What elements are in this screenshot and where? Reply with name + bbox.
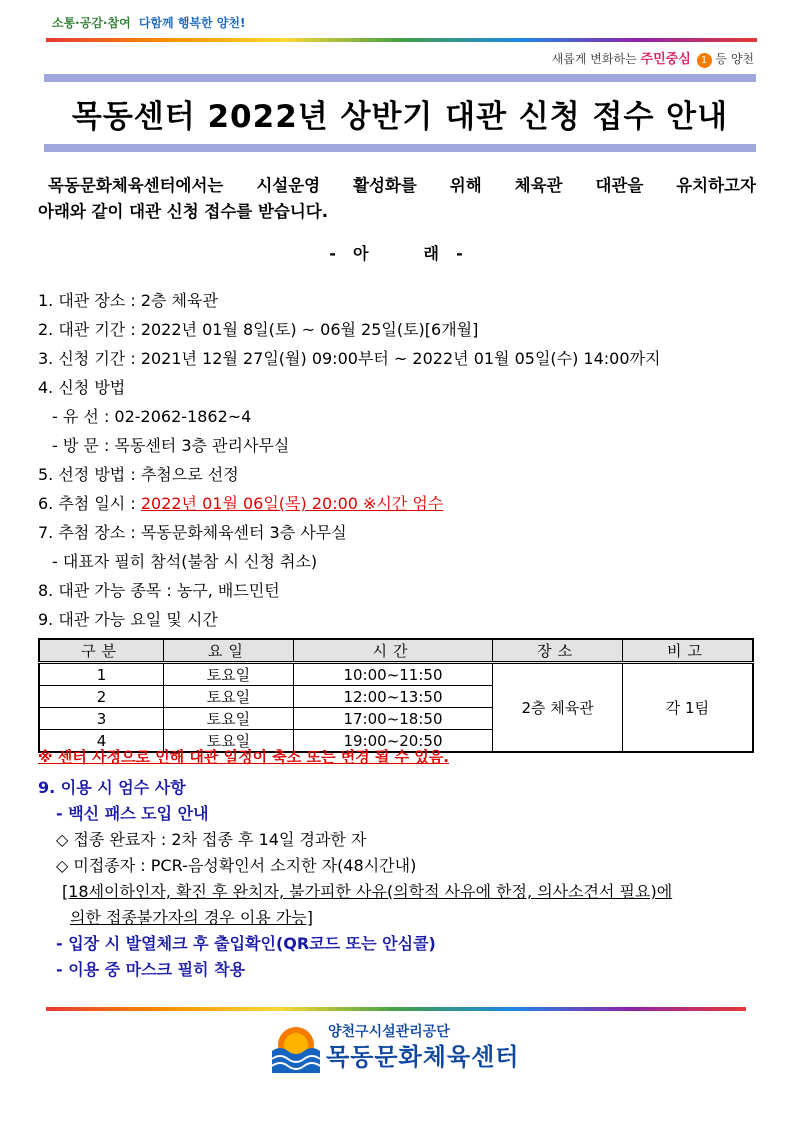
cell-time: 17:00~18:50 xyxy=(293,708,493,730)
item-application-period: 3. 신청 기간 : 2021년 12월 27일(월) 09:00부터 ~ 2022년 01월 05일(수) 14:00까지 xyxy=(38,349,661,368)
rule-vaccine-pass: - 백신 패스 도입 안내 xyxy=(56,804,209,823)
intro-word: 대관을 xyxy=(595,176,644,195)
cell-day: 토요일 xyxy=(164,663,294,686)
item-selection: 5. 선정 방법 : 추첨으로 선정 xyxy=(38,465,239,484)
rules-section xyxy=(38,775,758,983)
item-method: 4. 신청 방법 xyxy=(38,378,126,397)
cell-note: 각 1팀 xyxy=(622,663,753,753)
sub-slogan-number-badge: 1 xyxy=(697,53,712,68)
intro-word: 체육관 xyxy=(514,176,563,195)
footer-center-name: 목동문화체육센터 xyxy=(326,1043,520,1071)
sub-slogan-emphasis: 주민중심 xyxy=(640,52,691,67)
cell-place: 2층 체육관 xyxy=(493,663,623,753)
cell-no: 1 xyxy=(39,663,164,686)
table-row xyxy=(39,663,753,686)
col-header: 요일 xyxy=(164,639,294,663)
intro-word: 유치하고자 xyxy=(676,176,756,195)
footer-organization: 양천구시설관리공단 xyxy=(328,1024,450,1040)
rule-mask: - 이용 중 마스크 필히 착용 xyxy=(56,960,246,979)
section-marker: - 아 래 - xyxy=(329,244,465,263)
rule-vaccinated: ◇ 접종 완료자 : 2차 접종 후 14일 경과한 자 xyxy=(56,830,367,849)
sub-slogan-end: 등 양천 xyxy=(715,52,754,66)
rules-heading: 9. 이용 시 엄수 사항 xyxy=(38,778,186,797)
sun-wave-logo-icon xyxy=(270,1021,322,1073)
cell-day: 토요일 xyxy=(164,686,294,708)
slogan-brand: 다함께 행복한 양천! xyxy=(138,16,246,30)
bottom-rainbow-divider xyxy=(46,1007,746,1011)
slogan-text: 소통·공감·참여 xyxy=(52,16,131,30)
col-header: 장소 xyxy=(493,639,623,663)
rule-fever-check: - 입장 시 발열체크 후 출입확인(QR코드 또는 안심콜) xyxy=(56,934,436,953)
cell-no: 3 xyxy=(39,708,164,730)
rule-unvaccinated: ◇ 미접종자 : PCR-음성확인서 소지한 자(48시간내) xyxy=(56,856,417,875)
schedule-notice: ※ 센터 사정으로 인해 대관 일정이 축소 또는 변경 될 수 있음. xyxy=(38,748,449,766)
rule-exception-note-line2: 의한 접종불가자의 경우 이용 가능] xyxy=(70,908,313,927)
sub-slogan-text: 새롭게 변화하는 xyxy=(551,52,637,66)
footer-logo-block xyxy=(270,1017,540,1077)
col-header: 구분 xyxy=(39,639,164,663)
cell-time: 19:00~20:50 xyxy=(293,730,493,753)
item-sports: 8. 대관 가능 종목 : 농구, 배드민턴 xyxy=(38,581,280,600)
item-draw-place: 7. 추첨 장소 : 목동문화체육센터 3층 사무실 xyxy=(38,523,347,542)
col-header: 시간 xyxy=(293,639,493,663)
intro-word: 위해 xyxy=(449,176,482,195)
page-title: 목동센터 2022년 상반기 대관 신청 접수 안내 xyxy=(71,98,729,135)
rule-exception-note: [18세이하인자, 확진 후 완치자, 불가피한 사유(의학적 사유에 한정, 의사소견서 필요)에 xyxy=(62,882,673,901)
schedule-table xyxy=(38,638,754,753)
info-list xyxy=(38,287,778,635)
item-schedule: 9. 대관 가능 요일 및 시간 xyxy=(38,610,218,629)
intro-word: 목동문화체육센터에서는 xyxy=(48,176,224,195)
cell-time: 10:00~11:50 xyxy=(293,663,493,686)
item-venue: 1. 대관 장소 : 2층 체육관 xyxy=(38,291,218,310)
item-method-phone: - 유 선 : 02-2062-1862~4 xyxy=(52,407,252,426)
cell-day: 토요일 xyxy=(164,730,294,753)
intro-word: 활성화를 xyxy=(353,176,417,195)
col-header: 비고 xyxy=(622,639,753,663)
cell-day: 토요일 xyxy=(164,708,294,730)
rule-exception-note-cont xyxy=(38,905,758,931)
intro-line-1 xyxy=(38,173,756,199)
top-rainbow-divider xyxy=(46,38,757,42)
cell-no: 2 xyxy=(39,686,164,708)
cell-no: 4 xyxy=(39,730,164,753)
item-period: 2. 대관 기간 : 2022년 01월 8일(토) ~ 06월 25일(토)[6개월] xyxy=(38,320,479,339)
title-band xyxy=(44,74,756,152)
top-slogan xyxy=(52,14,245,31)
table-header-row xyxy=(39,639,753,663)
item-draw-attendance: - 대표자 필히 참석(불참 시 신청 취소) xyxy=(52,552,318,571)
sub-slogan xyxy=(552,48,754,68)
intro-word: 시설운영 xyxy=(256,176,321,195)
intro-line-2: 아래와 같이 대관 신청 접수를 받습니다. xyxy=(38,202,329,221)
cell-time: 12:00~13:50 xyxy=(293,686,493,708)
draw-date-label: 6. 추첨 일시 : xyxy=(38,494,141,513)
intro-paragraph xyxy=(38,173,756,225)
draw-date-value: 2022년 01월 06일(목) 20:00 ※시간 엄수 xyxy=(140,494,444,513)
item-draw-date xyxy=(38,490,778,519)
item-method-visit: - 방 문 : 목동센터 3층 관리사무실 xyxy=(52,436,290,455)
